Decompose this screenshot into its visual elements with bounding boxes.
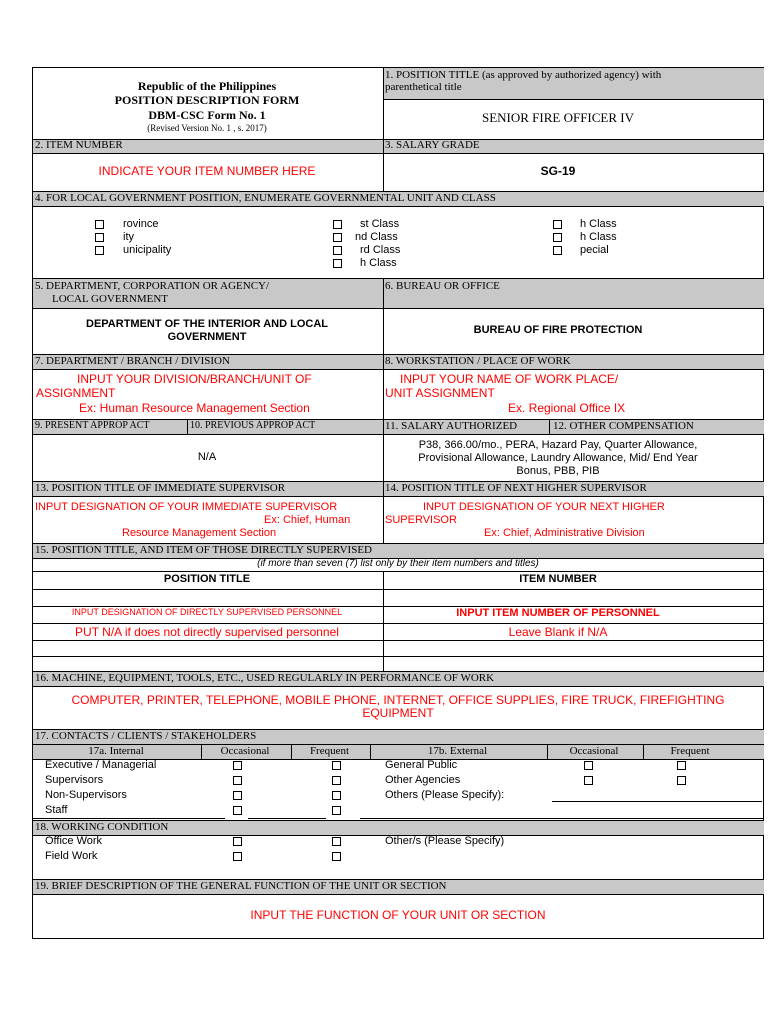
option-city: ity [123,231,134,243]
rule [33,434,764,435]
option-5th-class: h Class [580,218,617,230]
checkbox-2nd-class[interactable] [333,233,342,242]
checkbox-general-public-occasional[interactable] [584,761,593,770]
checkbox-supervisors-frequent[interactable] [332,776,341,785]
header-republic: Republic of the Philippines [137,79,277,93]
checkbox-office-work-occasional[interactable] [233,837,242,846]
checkbox-non-supervisors-occasional[interactable] [233,791,242,800]
checkbox-other-agencies-frequent[interactable] [677,776,686,785]
rule [33,589,764,590]
checkbox-field-work-frequent[interactable] [332,852,341,861]
contact-non-supervisors: Non-Supervisors [45,789,127,801]
label-directly-supervised: 15. POSITION TITLE, AND ITEM OF THOSE DIRECTLY SUPERVISED [35,544,372,556]
header-frequent-internal: Frequent [309,745,350,757]
label-position-title: 1. POSITION TITLE (as approved by authorized agency) with [385,69,662,81]
checkbox-supervisors-occasional[interactable] [233,776,242,785]
checkbox-4th-class[interactable] [333,259,342,268]
value-next-higher-supervisor-3: Ex: Chief, Administrative Division [484,527,645,539]
value-bureau[interactable]: BUREAU OF FIRE PROTECTION [473,324,643,336]
checkbox-province[interactable] [95,220,104,229]
value-other-compensation[interactable]: P38, 366.00/mo., PERA, Hazard Pay, Quarter Allowance, [418,439,698,451]
option-province: rovince [123,218,159,230]
value-other-compensation-2: Provisional Allowance, Laundry Allowance, Mid/ End Year [418,452,698,464]
value-other-compensation-3: Bonus, PBB, PIB [516,465,600,477]
label-item-number: 2. ITEM NUMBER [35,139,123,151]
condition-office-work: Office Work [45,835,103,847]
contact-other-agencies: Other Agencies [385,774,461,786]
checkbox-other-agencies-occasional[interactable] [584,776,593,785]
header-form-number: DBM-CSC Form No. 1 [148,108,266,122]
label-department-2: LOCAL GOVERNMENT [52,293,168,305]
checkbox-1st-class[interactable] [333,220,342,229]
label-previous-approp: 10. PREVIOUS APPROP ACT [190,420,316,431]
rule [33,640,764,641]
contact-staff: Staff [45,804,68,816]
header-occasional-internal: Occasional [220,745,270,757]
value-department-2: GOVERNMENT [167,331,247,343]
value-immediate-supervisor[interactable]: INPUT DESIGNATION OF YOUR IMMEDIATE SUPERVISOR [35,501,338,513]
option-1st-class: st Class [360,218,400,230]
rule [33,686,764,687]
contact-others-specify: Others (Please Specify): [385,789,505,801]
rule [549,419,550,434]
label-contacts: 17. CONTACTS / CLIENTS / STAKEHOLDERS [35,730,257,742]
value-supervised-item-2[interactable]: Leave Blank if N/A [508,625,608,639]
header-revision: (Revised Version No. 1 , s. 2017) [147,123,267,133]
condition-others-specify: Other/s (Please Specify) [385,835,505,847]
value-supervised-title-2[interactable]: PUT N/A if does not directly supervised personnel [75,625,339,639]
label-present-approp: 9. PRESENT APPROP ACT [35,420,150,431]
label-bureau: 6. BUREAU OR OFFICE [385,280,500,292]
rule [33,894,764,895]
column-position-title: POSITION TITLE [163,573,251,585]
rule [383,571,384,671]
value-workstation[interactable]: INPUT YOUR NAME OF WORK PLACE/ [400,372,619,386]
value-division-2: ASSIGNMENT [36,386,116,400]
option-6th-class: h Class [580,231,617,243]
label-division: 7. DEPARTMENT / BRANCH / DIVISION [35,355,230,367]
label-working-condition: 18. WORKING CONDITION [35,821,169,833]
value-next-higher-supervisor[interactable]: INPUT DESIGNATION OF YOUR NEXT HIGHER [423,501,665,513]
option-special: pecial [580,244,609,256]
header-form-title: POSITION DESCRIPTION FORM [114,93,300,107]
rule [33,571,764,572]
rule [33,369,764,370]
label-immediate-supervisor: 13. POSITION TITLE OF IMMEDIATE SUPERVISOR [35,482,286,494]
row-separator [248,818,326,819]
condition-field-work: Field Work [45,850,98,862]
label-salary-grade: 3. SALARY GRADE [385,139,480,151]
value-next-higher-supervisor-2: SUPERVISOR [385,514,457,526]
checkbox-special[interactable] [553,246,562,255]
checkbox-executive-frequent[interactable] [332,761,341,770]
header-external: 17b. External [427,745,488,757]
value-immediate-supervisor-2: Ex: Chief, Human [264,514,351,526]
checkbox-5th-class[interactable] [553,220,562,229]
option-3rd-class: rd Class [360,244,401,256]
value-salary-grade[interactable]: SG-19 [540,164,576,178]
value-department[interactable]: DEPARTMENT OF THE INTERIOR AND LOCAL [86,318,328,330]
value-supervised-title[interactable]: INPUT DESIGNATION OF DIRECTLY SUPERVISED PERSONNEL [71,607,343,617]
label-machine-equipment: 16. MACHINE, EQUIPMENT, TOOLS, ETC., USED REGULARLY IN PERFORMANCE OF WORK [35,672,495,684]
checkbox-non-supervisors-frequent[interactable] [332,791,341,800]
label-local-gov: 4. FOR LOCAL GOVERNMENT POSITION, ENUMERATE GOVERNMENTAL UNIT AND CLASS [35,192,496,204]
checkbox-6th-class[interactable] [553,233,562,242]
checkbox-city[interactable] [95,233,104,242]
rule [187,419,188,434]
checkbox-field-work-occasional[interactable] [233,852,242,861]
note-directly-supervised: (if more than seven (7) list only by their item numbers and titles) [257,558,539,569]
value-position-title[interactable]: SENIOR FIRE OFFICER IV [481,110,635,125]
value-supervised-item[interactable]: INPUT ITEM NUMBER OF PERSONNEL [456,607,660,619]
header-frequent-external: Frequent [670,745,710,757]
option-municipality: unicipality [123,244,172,256]
option-2nd-class: nd Class [355,231,398,243]
rule [33,308,764,309]
rule [383,99,764,100]
checkbox-municipality[interactable] [95,246,104,255]
value-machine-equipment-2: EQUIPMENT [362,706,434,720]
label-position-title-2: parenthetical title [385,81,462,93]
label-other-compensation: 12. OTHER COMPENSATION [553,420,694,432]
checkbox-staff-occasional[interactable] [233,806,242,815]
value-item-number[interactable]: INDICATE YOUR ITEM NUMBER HERE [98,164,316,178]
row-separator [33,818,225,819]
rule [33,496,764,497]
column-item-number: ITEM NUMBER [519,573,597,585]
rule [33,153,764,154]
option-4th-class: h Class [360,257,397,269]
others-specify-line[interactable] [552,801,762,802]
contact-supervisors: Supervisors [45,774,104,786]
label-general-function: 19. BRIEF DESCRIPTION OF THE GENERAL FUNCTION OF THE UNIT OR SECTION [35,880,447,892]
value-workstation-2: UNIT ASSIGNMENT [385,386,495,400]
value-division-example: Ex: Human Resource Management Section [79,401,310,415]
value-machine-equipment[interactable]: COMPUTER, PRINTER, TELEPHONE, MOBILE PHONE, INTERNET, OFFICE SUPPLIES, FIRE TRUCK, FIREFIGHTING [71,693,725,707]
label-next-higher-supervisor: 14. POSITION TITLE OF NEXT HIGHER SUPERVISOR [385,482,647,494]
checkbox-general-public-frequent[interactable] [677,761,686,770]
rule [33,206,764,207]
rule [383,278,384,543]
value-general-function[interactable]: INPUT THE FUNCTION OF YOUR UNIT OR SECTION [250,908,546,922]
value-approp[interactable]: N/A [197,451,217,463]
contact-executive: Executive / Managerial [45,759,157,771]
checkbox-3rd-class[interactable] [333,246,342,255]
rule [33,278,764,279]
label-workstation: 8. WORKSTATION / PLACE OF WORK [385,355,571,367]
rule [33,623,764,624]
value-division[interactable]: INPUT YOUR DIVISION/BRANCH/UNIT OF [77,372,312,386]
checkbox-office-work-frequent[interactable] [332,837,341,846]
value-workstation-example: Ex. Regional Office IX [508,401,626,415]
header-internal: 17a. Internal [88,745,144,757]
header-occasional-external: Occasional [569,745,619,757]
label-salary-authorized: 11. SALARY AUTHORIZED [385,420,518,432]
rule [33,656,764,657]
contact-general-public: General Public [385,759,458,771]
label-department: 5. DEPARTMENT, CORPORATION OR AGENCY/ [35,280,270,292]
row-separator [360,818,763,819]
value-immediate-supervisor-3: Resource Management Section [122,527,277,539]
checkbox-executive-occasional[interactable] [233,761,242,770]
checkbox-staff-frequent[interactable] [332,806,341,815]
